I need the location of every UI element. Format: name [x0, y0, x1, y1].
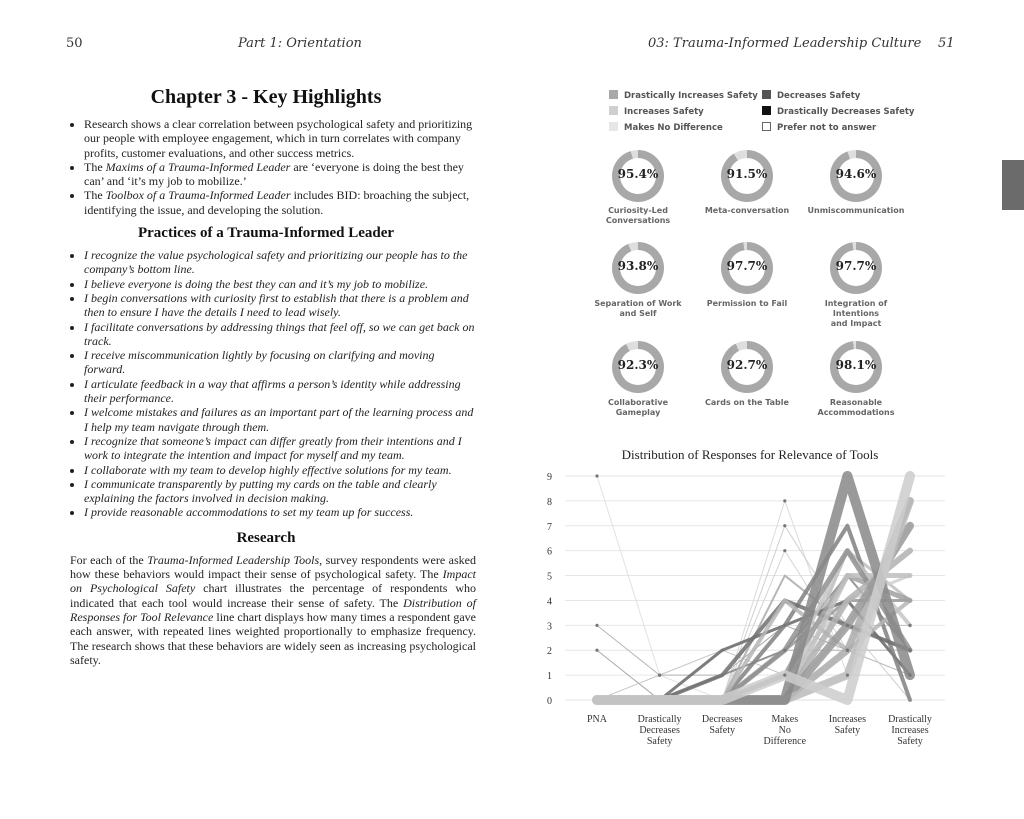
- donut-chart: [721, 242, 773, 294]
- x-tick-label: Decreases: [701, 714, 743, 725]
- y-tick-label: 9: [547, 472, 552, 483]
- highlight-text: are ‘everyone is doing the best they can’ and ‘it’s my job to mobilize.’: [84, 159, 464, 189]
- practice-item: • I communicate transparently by putting my cards on the table and clearly explaining the factors involved in decision making.: [84, 477, 476, 506]
- donut-label-line: Collaborative: [607, 398, 669, 407]
- legend-item: [609, 122, 723, 133]
- research-text: chart illustrates the percentage of respondents who indicated that each tool would increase their sense of safety. The: [70, 581, 476, 610]
- donut-label: [801, 299, 911, 329]
- donut-label-line: Integration of Intentions: [824, 299, 888, 318]
- data-point: [721, 674, 724, 677]
- donut-label: [692, 299, 802, 309]
- legend-label: Prefer not to answer: [777, 123, 877, 133]
- series-line: [597, 600, 910, 700]
- y-tick-label: 1: [547, 671, 552, 683]
- donut-label-line: Accommodations: [817, 408, 895, 417]
- legend-swatch: [762, 106, 771, 115]
- data-point: [721, 649, 724, 652]
- donut-label-line: Separation of Work: [594, 299, 682, 308]
- donut-label: [692, 398, 802, 408]
- data-point: [783, 524, 786, 527]
- x-tick-label: Increases: [828, 714, 867, 725]
- data-point: [658, 674, 661, 677]
- donut-chart: [612, 242, 664, 294]
- donut-label-line: Conversations: [605, 216, 671, 225]
- research-paragraph: [70, 553, 476, 667]
- series-line: [597, 526, 910, 700]
- series-line: [597, 600, 910, 700]
- series-line: [597, 476, 910, 700]
- data-point: [846, 649, 849, 652]
- practice-item: • I recognize that someone’s impact can differ greatly from their intentions and I work to integrate the intention and impact for myself and my team.: [84, 434, 476, 463]
- series-line: [597, 600, 910, 700]
- highlight-emphasis: Toolbox of a Trauma-Informed Leader: [105, 188, 291, 203]
- series-line: [597, 551, 910, 700]
- practice-item: • I collaborate with my team to develop highly effective solutions for my team.: [84, 463, 476, 477]
- legend-swatch: [609, 122, 618, 131]
- chart-title: Distribution of Responses for Relevance of Tools: [621, 447, 879, 462]
- series-line: [597, 576, 910, 700]
- series-line: [597, 576, 910, 700]
- legend-item: [762, 106, 914, 117]
- data-point: [783, 674, 786, 677]
- donut-value: 97.7%: [835, 259, 877, 273]
- series-line: [597, 625, 910, 700]
- highlight-emphasis: Maxims of a Trauma-Informed Leader: [105, 159, 291, 174]
- donut-chart: [830, 341, 882, 393]
- donut-label: [583, 398, 693, 418]
- x-tick-label: Drastically: [637, 714, 682, 725]
- highlight-item: • Research shows a clear correlation between psychological safety and prioritizing our people with employee engagement, which in turn correlates with company profits, customer evaluations, and other success metrics.: [84, 117, 476, 160]
- highlights-list: [56, 117, 476, 217]
- donut-label-line: Curiosity-Led: [608, 206, 668, 215]
- y-tick-label: 6: [547, 546, 552, 558]
- research-title: Research: [236, 529, 296, 546]
- research-text: For each of the: [70, 552, 148, 567]
- donut-label: [801, 398, 911, 418]
- practices-title: Practices of a Trauma-Informed Leader: [137, 225, 395, 242]
- legend-label: Decreases Safety: [777, 91, 861, 101]
- practice-item: • I facilitate conversations by addressing things that feel off, so we can get back on track.: [84, 320, 476, 349]
- donut-label: [583, 206, 693, 226]
- data-point: [783, 649, 786, 652]
- practice-item: • I begin conversations with curiosity first to establish that there is a problem and then to ensure I have the details I need to lead wisely.: [84, 291, 476, 320]
- left-page-content: [56, 80, 476, 667]
- y-tick-label: 0: [547, 696, 552, 707]
- practice-item: • I articulate feedback in a way that affirms a person’s identity while addressing their performance.: [84, 377, 476, 406]
- data-point: [846, 674, 849, 677]
- donut-legend: [609, 90, 915, 140]
- research-emphasis: Distribution of Responses for Tool Relevance: [70, 595, 477, 624]
- data-point: [846, 624, 849, 627]
- series-line: [597, 526, 910, 700]
- data-point: [783, 499, 786, 502]
- donut-chart: [830, 150, 882, 202]
- running-head-left: Part 1: Orientation: [238, 36, 362, 51]
- research-text: line chart displays how many times a respondent gave each answer, with repeated lines weighted proportionally to emphasize frequency. The research shows that these behaviors are widely seen as increasing psychological safety.: [70, 609, 477, 667]
- donut-chart: [830, 242, 882, 294]
- donut-label: [801, 206, 911, 216]
- practice-item: • I provide reasonable accommodations to set my team up for success.: [84, 505, 476, 519]
- legend-swatch: [762, 122, 771, 131]
- practice-item: • I believe everyone is doing the best they can and it’s my job to mobilize.: [84, 277, 476, 291]
- data-point: [595, 624, 598, 627]
- series-line: [597, 600, 910, 700]
- practice-item: • I receive miscommunication lightly by focusing on clarifying and moving forward.: [84, 348, 476, 377]
- data-point: [908, 649, 911, 652]
- legend-swatch: [609, 90, 618, 99]
- data-point: [783, 549, 786, 552]
- donut-label-line: Cards on the Table: [705, 398, 789, 407]
- donut-chart: [721, 341, 773, 393]
- chapter-title: Chapter 3 - Key Highlights: [150, 86, 382, 108]
- donut-label-line: and Impact: [830, 319, 882, 328]
- legend-label: Drastically Increases Safety: [624, 91, 758, 101]
- series-line: [597, 526, 910, 700]
- y-tick-label: 5: [547, 571, 552, 583]
- legend-swatch: [762, 90, 771, 99]
- donut-label-line: Reasonable: [829, 398, 883, 407]
- series-line: [597, 625, 910, 700]
- series-line: [597, 501, 910, 700]
- y-tick-label: 3: [547, 621, 552, 633]
- donut-chart: [721, 150, 773, 202]
- series-line: [597, 551, 910, 700]
- data-point: [595, 649, 598, 652]
- donut-value: 91.5%: [726, 167, 768, 181]
- x-tick-label: No: [778, 725, 791, 736]
- series-line: [597, 501, 910, 700]
- donut-value: 95.4%: [617, 167, 659, 181]
- x-tick-label: Difference: [763, 736, 807, 747]
- data-point: [846, 649, 849, 652]
- legend-label: Makes No Difference: [624, 123, 723, 133]
- x-tick-label: Increases: [891, 725, 929, 736]
- running-head-right: 03: Trauma-Informed Leadership Culture: [648, 36, 922, 51]
- practice-item: • I recognize the value psychological safety and prioritizing our people has to the company’s bottom line.: [84, 248, 476, 277]
- donut-value: 93.8%: [617, 259, 659, 273]
- x-tick-label: Safety: [646, 736, 673, 747]
- page-number-right: 51: [938, 36, 955, 51]
- donut-chart: [612, 150, 664, 202]
- series-line: [597, 625, 910, 675]
- data-point: [783, 624, 786, 627]
- donut-label-line: and Self: [619, 309, 657, 318]
- donut-value: 92.7%: [726, 358, 768, 372]
- donut-label-line: Unmiscommunication: [807, 206, 905, 215]
- data-point: [908, 624, 911, 627]
- legend-label: Increases Safety: [624, 107, 704, 117]
- legend-label: Drastically Decreases Safety: [777, 107, 915, 117]
- data-point: [908, 649, 911, 652]
- legend-item: [762, 90, 860, 101]
- donut-label-line: Gameplay: [615, 408, 661, 417]
- donut-value: 97.7%: [726, 259, 768, 273]
- x-tick-label: Safety: [834, 725, 861, 736]
- x-tick-label: PNA: [586, 714, 608, 725]
- data-point: [908, 674, 911, 677]
- x-tick-label: Safety: [709, 725, 735, 736]
- donut-label-line: Permission to Fail: [706, 299, 788, 308]
- series-line: [597, 551, 910, 700]
- legend-item: [609, 90, 758, 101]
- donut-value: 98.1%: [835, 358, 877, 372]
- highlight-item: [84, 188, 476, 217]
- series-line: [597, 501, 910, 700]
- practice-item: • I welcome mistakes and failures as an important part of the learning process and I help my team navigate through them.: [84, 405, 476, 434]
- series-line: [597, 551, 910, 700]
- series-line: [597, 551, 910, 700]
- research-emphasis: Trauma-Informed Leadership Tools: [147, 552, 320, 567]
- x-tick-label: Makes: [771, 714, 799, 725]
- legend-item: [762, 122, 876, 133]
- data-point: [846, 624, 849, 627]
- y-tick-label: 2: [547, 646, 552, 658]
- x-tick-label: Decreases: [639, 725, 680, 736]
- donut-value: 92.3%: [617, 358, 659, 372]
- series-line: [597, 476, 910, 700]
- y-tick-label: 4: [547, 596, 552, 608]
- highlight-text: The: [84, 159, 106, 174]
- x-tick-label: Safety: [897, 736, 923, 747]
- research-emphasis: Impact on Psychological Safety: [70, 567, 476, 596]
- series-line: [597, 576, 910, 700]
- data-point: [658, 674, 661, 677]
- series-line: [597, 476, 910, 700]
- donut-chart: [612, 341, 664, 393]
- donut-value: 94.6%: [835, 167, 877, 181]
- page-number-left: 50: [66, 36, 83, 51]
- series-line: [597, 576, 910, 700]
- data-point: [908, 674, 911, 677]
- data-point: [721, 674, 724, 677]
- data-point: [846, 649, 849, 652]
- x-tick-label: Drastically: [888, 714, 932, 725]
- y-tick-label: 7: [547, 521, 552, 533]
- data-point: [658, 674, 661, 677]
- series-line: [597, 526, 910, 700]
- y-tick-label: 8: [547, 496, 552, 508]
- legend-swatch: [609, 106, 618, 115]
- legend-item: [609, 106, 704, 117]
- practices-list: [56, 248, 476, 520]
- highlight-text: includes BID: broaching the subject, identifying the issue, and developing the solution.: [84, 188, 470, 217]
- data-point: [595, 474, 598, 477]
- research-text: , survey respondents were asked how these behaviors would impact their sense of psychological safety. The: [70, 552, 476, 582]
- highlight-item: [84, 160, 476, 189]
- series-line: [597, 576, 910, 700]
- donut-label-line: Meta-conversation: [704, 206, 790, 215]
- donut-label: [692, 206, 802, 216]
- highlight-text: The: [84, 188, 106, 203]
- chapter-thumb-tab: [1002, 160, 1024, 210]
- donut-label: [583, 299, 693, 319]
